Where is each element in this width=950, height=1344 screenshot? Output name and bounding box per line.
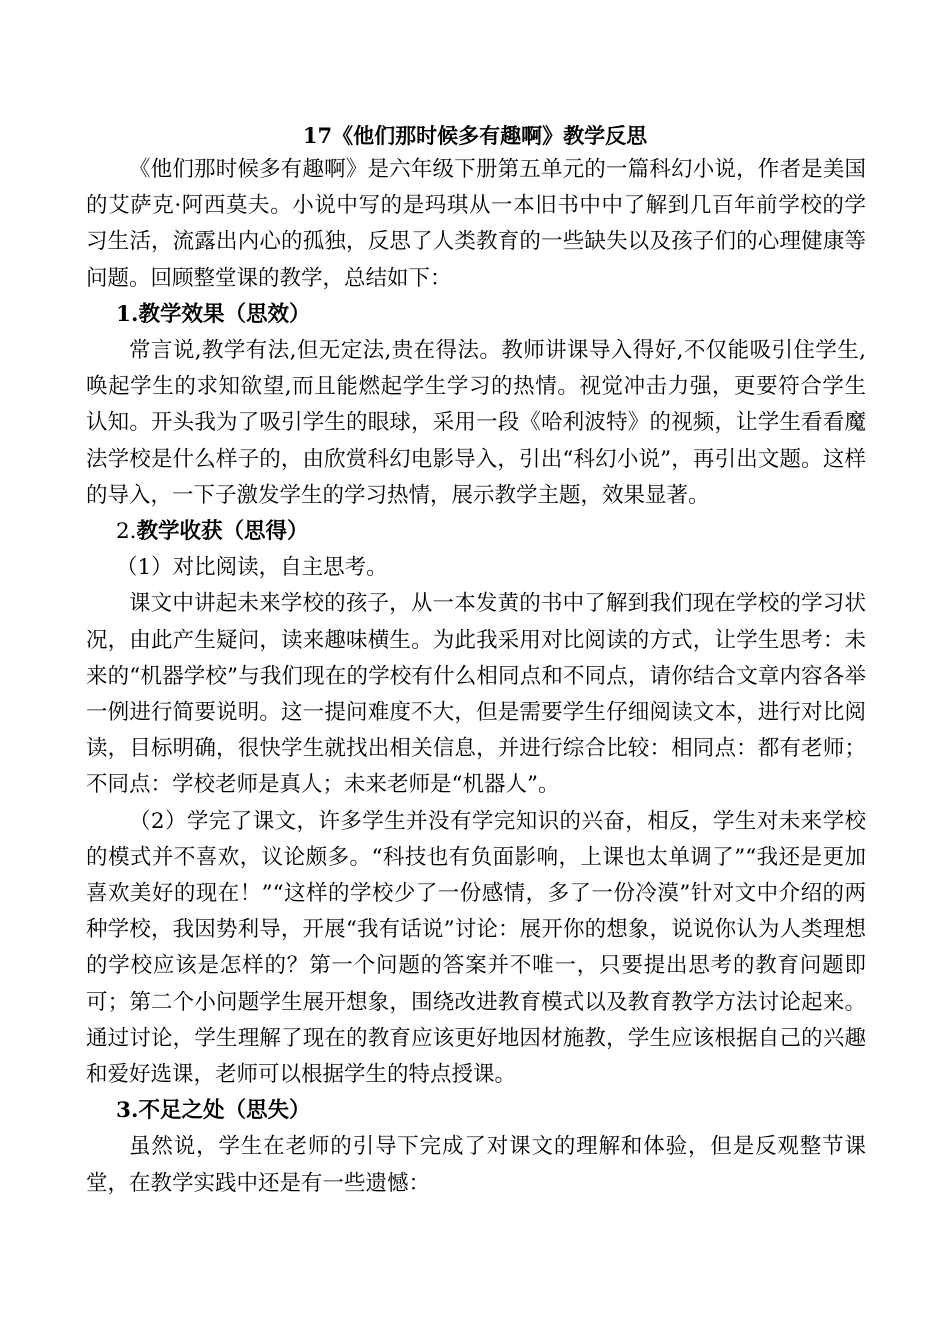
section-3-paragraph: 虽然说，学生在老师的引导下完成了对课文的理解和体验，但是反观整节课堂，在教学实践中还是有一些遗憾：	[86, 1134, 866, 1196]
section-3-heading	[86, 1093, 866, 1129]
section-3-number: 3.	[116, 1098, 139, 1124]
intro-paragraph: 《他们那时候多有趣啊》是六年级下册第五单元的一篇科幻小说，作者是美国的艾萨克·阿西莫夫。小说中写的是玛琪从一本旧书中中了解到几百年前学校的学习生活，流露出内心的孤独，反思了人类教育的一些缺失以及孩子们的心理健康等问题。回顾整堂课的教学，总结如下：	[86, 157, 866, 291]
section-2-number: 2.	[116, 519, 137, 545]
section-2-heading	[86, 514, 866, 550]
section-2-subheading: （1）对比阅读，自主思考。	[116, 555, 388, 581]
section-3-title: 不足之处（思失）	[138, 1098, 311, 1124]
section-1-heading	[86, 297, 866, 333]
section-2-paragraph-1: 课文中讲起未来学校的孩子，从一本发黄的书中了解到我们现在学校的学习状况，由此产生疑问，读来趣味横生。为此我采用对比阅读的方式，让学生思考：未来的“机器学校”与我们现在的学校有什么相同点和不同点，请你结合文章内容各举一例进行简要说明。这一提问难度不大，但是需要学生仔细阅读文本，进行对比阅读，目标明确，很快学生就找出相关信息，并进行综合比较：相同点：都有老师；不同点：学校老师是真人；未来老师是“机器人”。	[86, 591, 866, 798]
document-title: 17《他们那时候多有趣啊》教学反思	[302, 123, 648, 148]
document-body	[86, 152, 866, 1202]
section-1-number: 1.	[116, 301, 139, 327]
section-1-title: 教学效果（思效）	[138, 301, 311, 327]
section-2-paragraph-2: （2）学完了课文，许多学生并没有学完知识的兴奋，相反，学生对未来学校的模式并不喜欢，议论颇多。“科技也有负面影响，上课也太单调了”“我还是更加喜欢美好的现在！”“这样的学校少了一份感情，多了一份冷漠”针对文中介绍的两种学校，我因势利导，开展“我有话说”讨论：展开你的想象，说说你认为人类理想的学校应该是怎样的？第一个问题的答案并不唯一，只要提出思考的教育问题即可；第二个小问题学生展开想象，围绕改进教育模式以及教育教学方法讨论起来。通过讨论，学生理解了现在的教育应该更好地因材施教，学生应该根据自己的兴趣和爱好选课，老师可以根据学生的特点授课。	[86, 808, 866, 1088]
section-2-title: 教学收获（思得）	[136, 519, 309, 545]
section-1-paragraph: 常言说,教学有法,但无定法,贵在得法。教师讲课导入得好,不仅能吸引住学生,唤起学生的求知欲望,而且能燃起学生学习的热情。视觉冲击力强，更要符合学生认知。开头我为了吸引学生的眼球，采用一段《哈利波特》的视频，让学生看看魔法学校是什么样子的，由欣赏科幻电影导入，引出“科幻小说”，再引出文题。这样的导入，一下子激发学生的学习热情，展示教学主题，效果显著。	[86, 338, 866, 508]
